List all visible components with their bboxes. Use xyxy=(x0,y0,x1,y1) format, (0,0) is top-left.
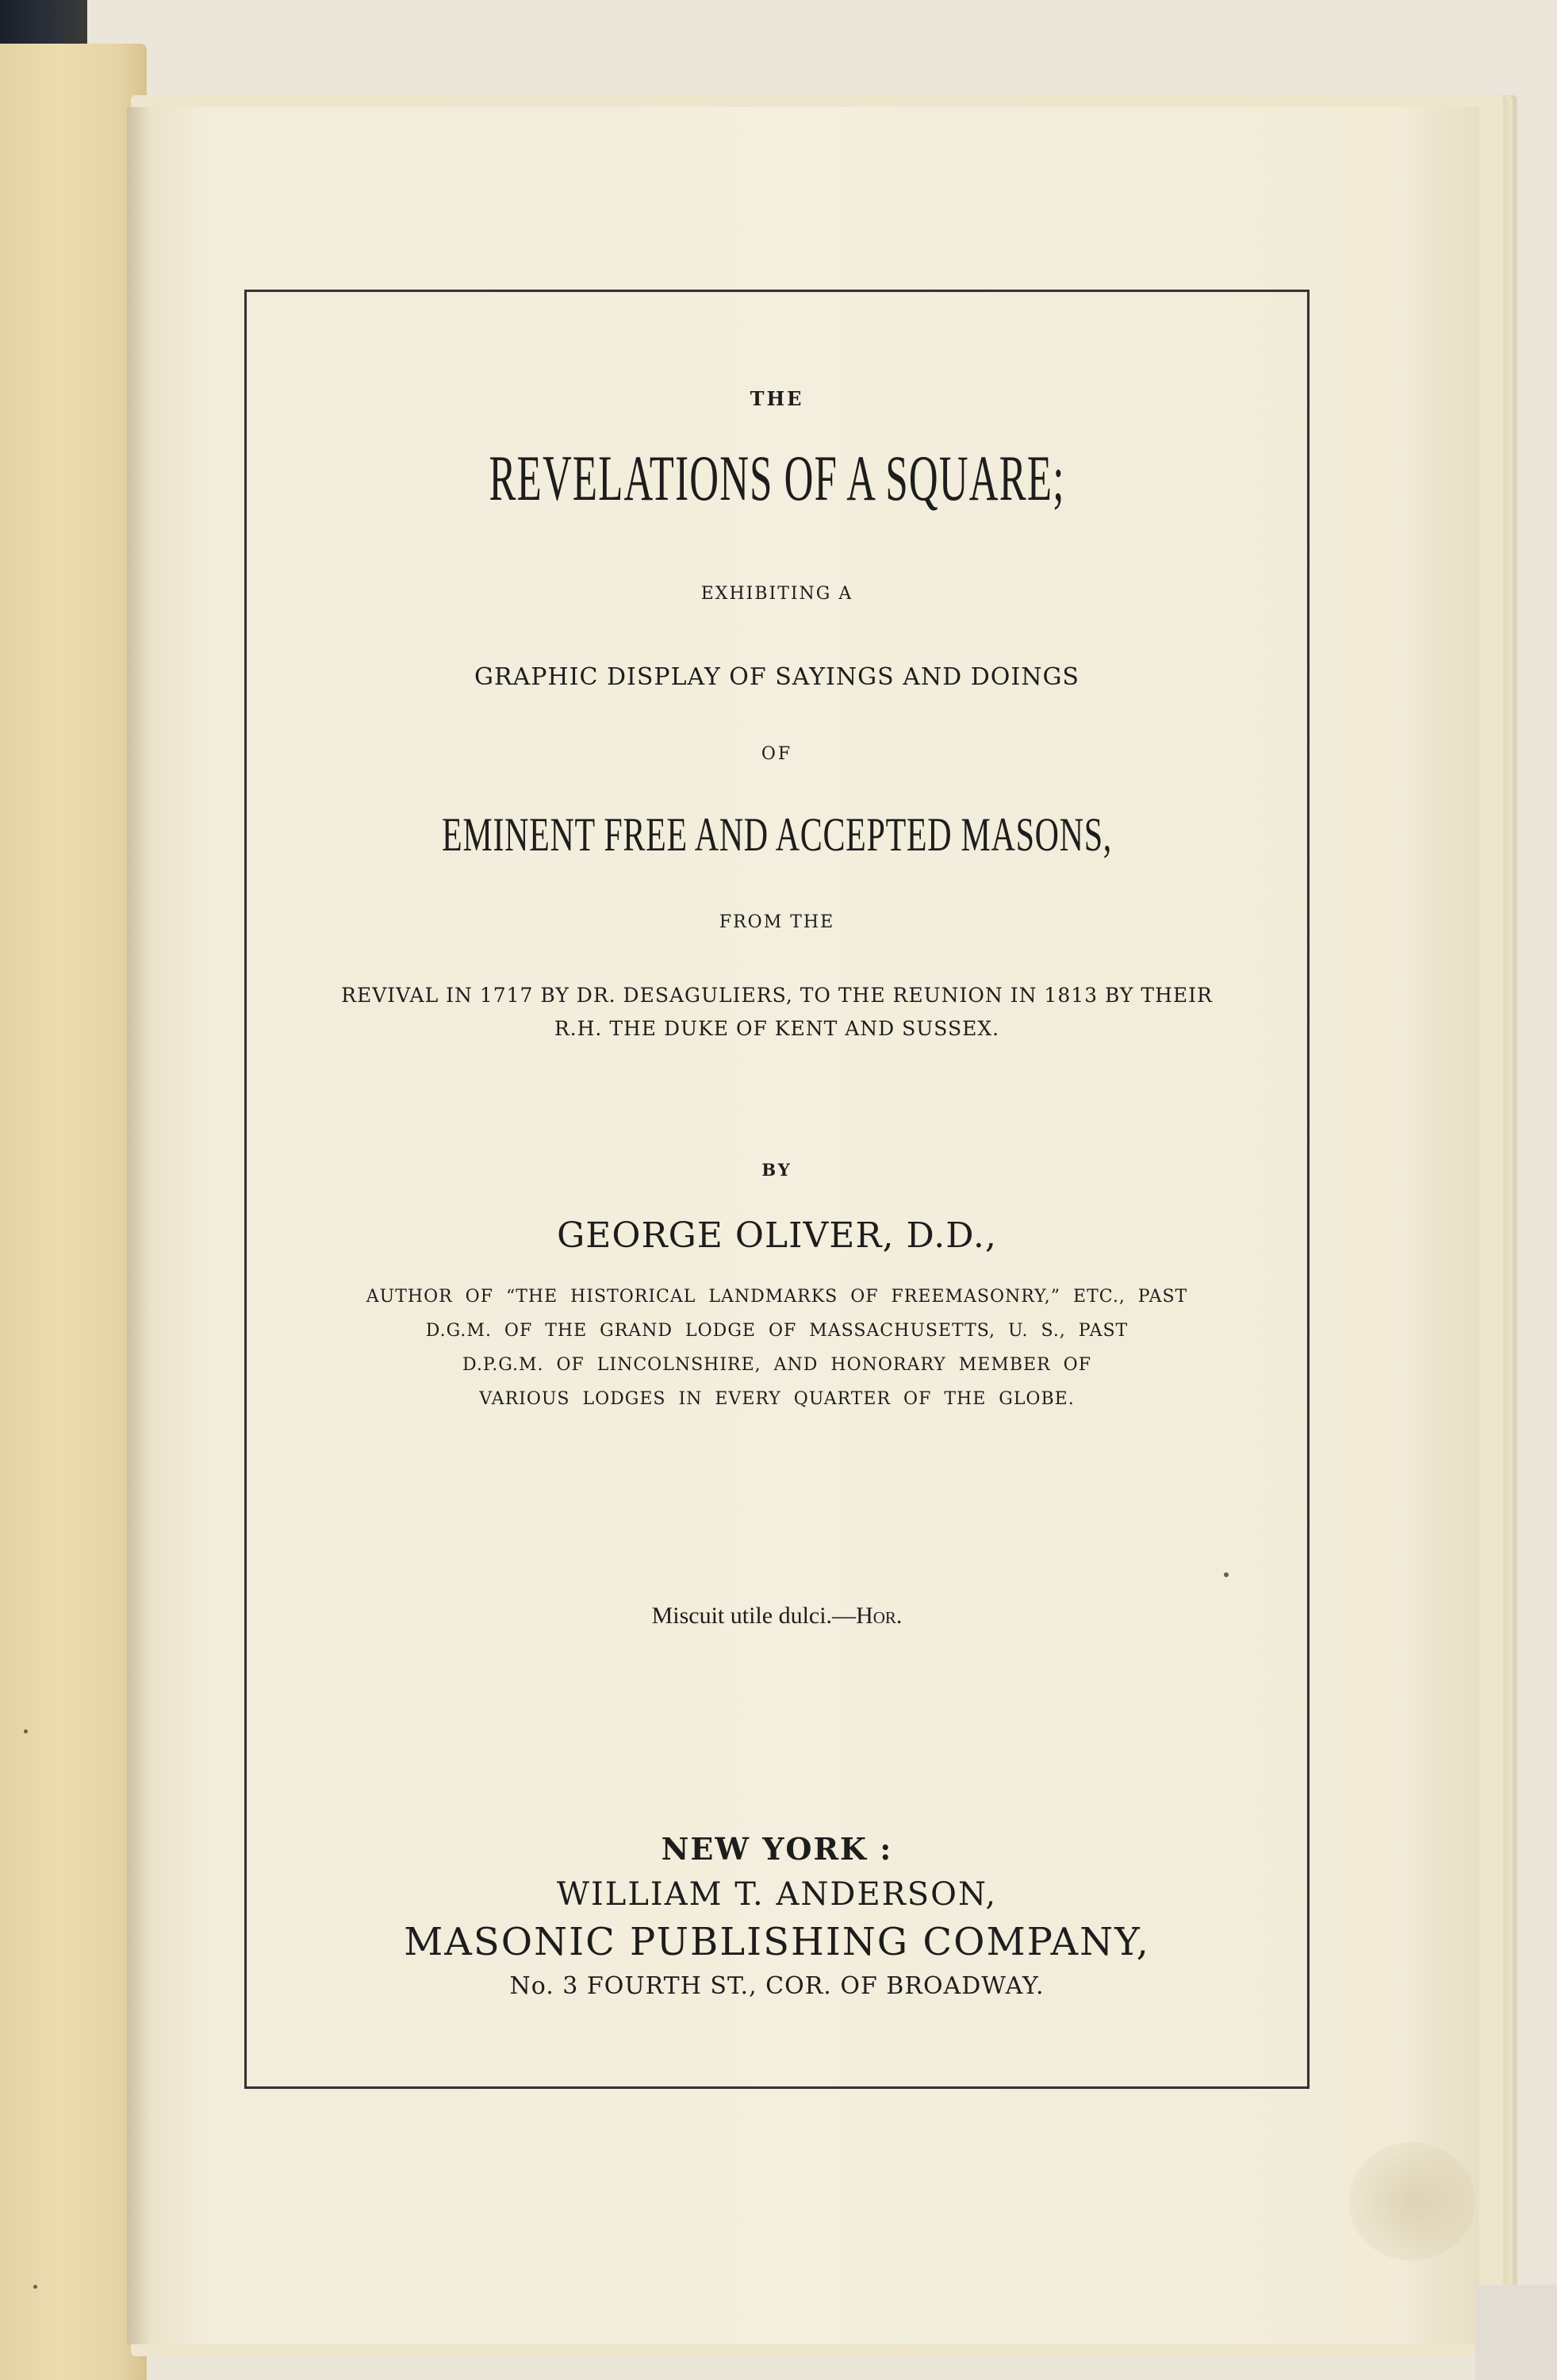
imprint-city: NEW YORK : xyxy=(661,1831,893,1867)
motto-text: Miscuit utile dulci.— xyxy=(651,1603,857,1629)
paper-speck xyxy=(24,1729,28,1733)
subtitle-from: FROM THE xyxy=(719,912,835,932)
author-name: GEORGE OLIVER, D.D., xyxy=(557,1215,997,1256)
imprint-address: No. 3 FOURTH ST., COR. OF BROADWAY. xyxy=(509,1972,1045,2000)
author-credentials-line: AUTHOR OF “THE HISTORICAL LANDMARKS OF FREEMASONRY,” ETC., PAST xyxy=(366,1287,1188,1307)
title-border-frame xyxy=(244,290,1310,2089)
motto-source: Hor. xyxy=(856,1603,903,1629)
subtitle-of: OF xyxy=(761,744,793,764)
main-title-text: REVELATIONS OF A SQUARE; xyxy=(489,442,1065,514)
latin-motto xyxy=(244,1603,1310,1630)
background-surface xyxy=(1475,2285,1557,2380)
subtitle-exhibiting: EXHIBITING A xyxy=(700,584,853,604)
subtitle-eminent-masons xyxy=(244,808,1310,861)
paper-speck xyxy=(33,2285,37,2289)
left-page xyxy=(0,44,147,2380)
by-line: BY xyxy=(761,1160,792,1180)
paper-speck xyxy=(1224,1572,1229,1577)
imprint-publisher-company: MASONIC PUBLISHING COMPANY, xyxy=(404,1920,1150,1964)
revival-line-2: R.H. THE DUKE OF KENT AND SUSSEX. xyxy=(554,1017,1000,1040)
imprint-publisher-name: WILLIAM T. ANDERSON, xyxy=(556,1876,998,1913)
author-credentials-line: VARIOUS LODGES IN EVERY QUARTER OF THE GLOBE. xyxy=(479,1389,1075,1409)
author-credentials-line: D.P.G.M. OF LINCOLNSHIRE, AND HONORARY MEMBER OF xyxy=(462,1355,1091,1375)
title-the: THE xyxy=(750,387,804,410)
revival-line-1: REVIVAL IN 1717 BY DR. DESAGULIERS, TO THE REUNION IN 1813 BY THEIR xyxy=(341,984,1213,1007)
subtitle-eminent-text: EMINENT FREE AND ACCEPTED MASONS, xyxy=(442,808,1112,861)
main-title xyxy=(244,442,1310,514)
page-fold-shadow xyxy=(127,107,151,2344)
author-credentials-line: D.G.M. OF THE GRAND LODGE OF MASSACHUSETTS, U. S., PAST xyxy=(425,1321,1129,1341)
page-stain xyxy=(1348,2142,1475,2261)
subtitle-graphic-display: GRAPHIC DISPLAY OF SAYINGS AND DOINGS xyxy=(474,663,1080,691)
